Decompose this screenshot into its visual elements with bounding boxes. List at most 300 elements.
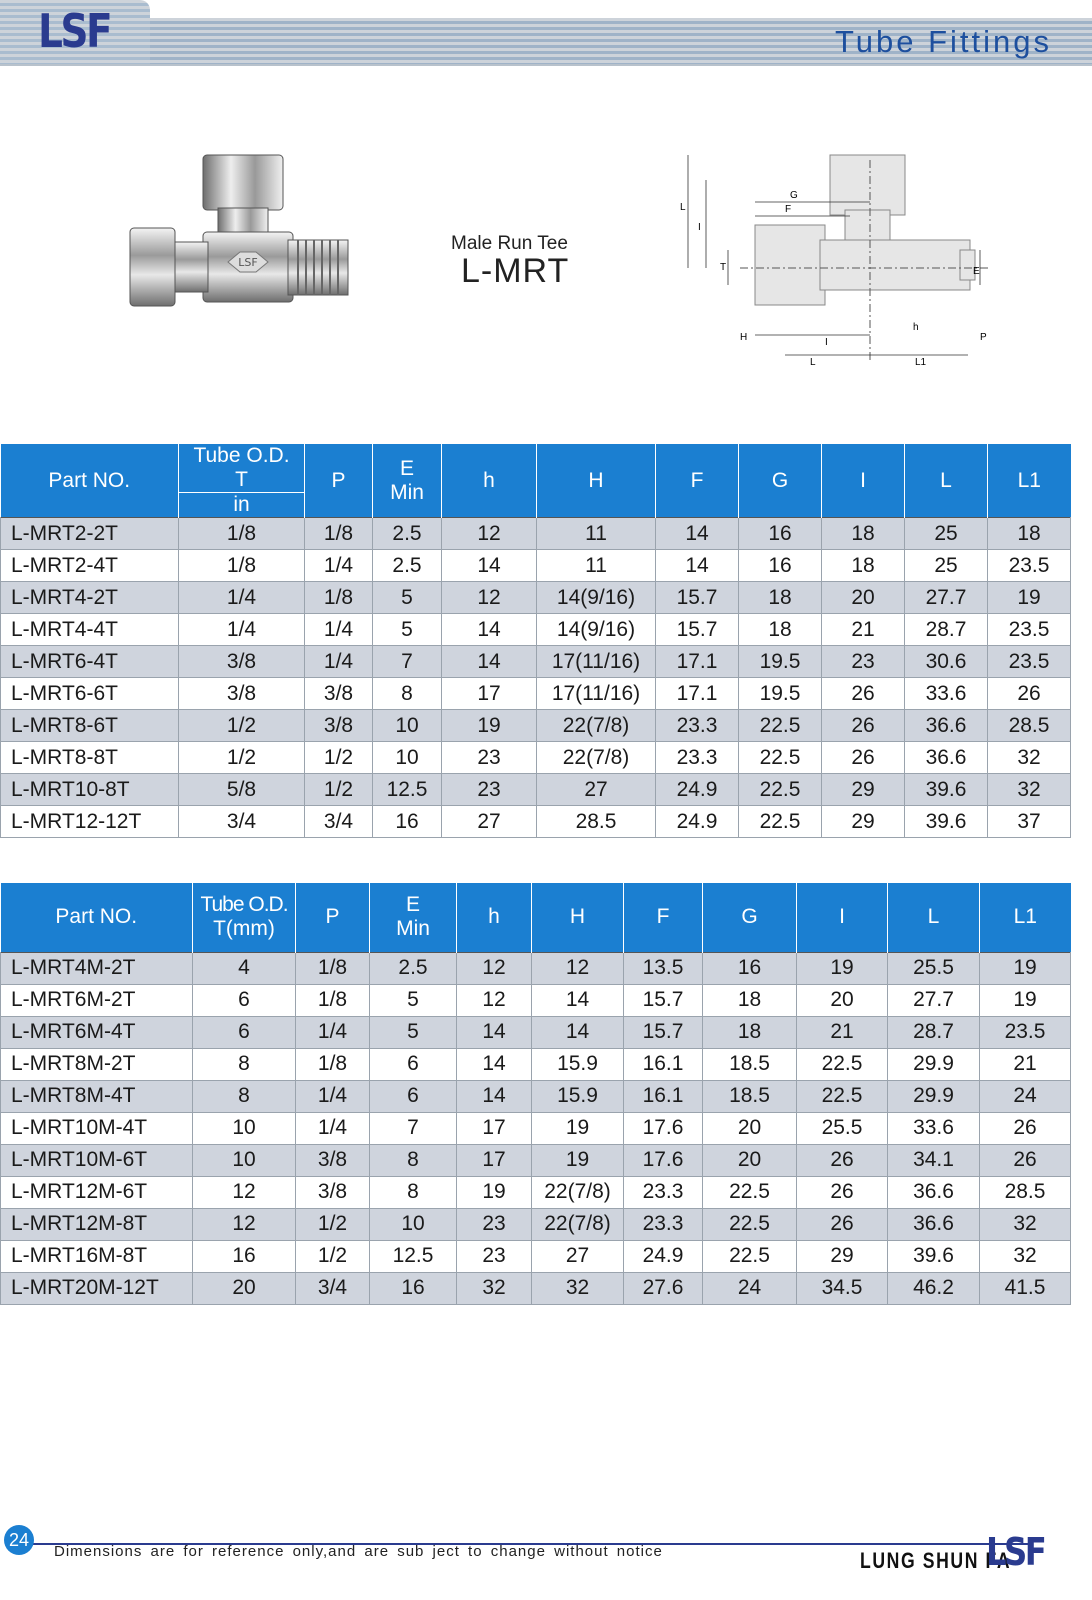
tube-od-unit: T(mm) <box>213 917 275 941</box>
table-cell: 12 <box>457 984 532 1016</box>
col-header-g: G <box>739 444 822 518</box>
table-cell: 1/4 <box>305 614 373 646</box>
part-number-cell: L-MRT12-12T <box>1 806 179 838</box>
table-cell: 32 <box>988 742 1071 774</box>
table-cell: 1/8 <box>305 518 373 550</box>
table-cell: 20 <box>703 1144 797 1176</box>
table-cell: 3/8 <box>305 710 373 742</box>
table-cell: 24 <box>980 1080 1071 1112</box>
table-cell: 23.3 <box>624 1208 703 1240</box>
col-header-h-small: h <box>457 883 532 952</box>
table-cell: 2.5 <box>373 518 442 550</box>
table-cell: 24.9 <box>656 774 739 806</box>
product-code: L-MRT <box>461 252 570 290</box>
table-cell: 26 <box>822 678 905 710</box>
part-number-cell: L-MRT4M-2T <box>1 952 193 984</box>
table-cell: 15.9 <box>532 1080 624 1112</box>
table-cell: 8 <box>373 678 442 710</box>
table-cell: 11 <box>537 518 656 550</box>
product-name: Male Run Tee <box>451 233 568 254</box>
label-P: P <box>980 332 987 343</box>
col-header-f: F <box>656 444 739 518</box>
table-cell: 3/4 <box>296 1272 370 1304</box>
table-cell: 8 <box>370 1176 457 1208</box>
table-cell: 22(7/8) <box>532 1208 624 1240</box>
part-number-cell: L-MRT6M-2T <box>1 984 193 1016</box>
table-cell: 12.5 <box>370 1240 457 1272</box>
part-number-cell: L-MRT16M-8T <box>1 1240 193 1272</box>
table-cell: 22.5 <box>739 742 822 774</box>
table-row <box>1 1016 1071 1048</box>
table-cell: 26 <box>988 678 1071 710</box>
table-cell: 23.3 <box>656 742 739 774</box>
col-header-l: L <box>905 444 988 518</box>
table-cell: 32 <box>980 1240 1071 1272</box>
col-header-part: Part NO. <box>1 883 193 952</box>
table-cell: 15.9 <box>532 1048 624 1080</box>
table-row <box>1 1144 1071 1176</box>
table-cell: 27.6 <box>624 1272 703 1304</box>
table-cell: 1/4 <box>296 1112 370 1144</box>
table-cell: 26 <box>797 1144 888 1176</box>
table-cell: 29.9 <box>888 1080 980 1112</box>
table-cell: 1/2 <box>179 710 305 742</box>
e-min-label: Min <box>390 480 424 504</box>
table-cell: 1/4 <box>179 582 305 614</box>
table-cell: 15.7 <box>624 984 703 1016</box>
table-cell: 3/4 <box>305 806 373 838</box>
table-cell: 19.5 <box>739 678 822 710</box>
table-cell: 3/8 <box>296 1144 370 1176</box>
table-cell: 16 <box>739 518 822 550</box>
table-cell: 18 <box>822 518 905 550</box>
table-row <box>1 614 1071 646</box>
table-cell: 17.1 <box>656 678 739 710</box>
table-row <box>1 678 1071 710</box>
col-header-i: I <box>822 444 905 518</box>
table-row <box>1 1176 1071 1208</box>
table-cell: 14 <box>442 550 537 582</box>
table-cell: 27.7 <box>905 582 988 614</box>
table-cell: 22.5 <box>739 710 822 742</box>
table-cell: 1/8 <box>179 518 305 550</box>
product-photo <box>128 150 358 320</box>
tube-od-unit: in <box>179 492 304 517</box>
table-cell: 23 <box>457 1208 532 1240</box>
table-cell: 23.3 <box>624 1176 703 1208</box>
col-header-l1: L1 <box>980 883 1071 952</box>
table-row <box>1 774 1071 806</box>
table-cell: 10 <box>370 1208 457 1240</box>
col-header-e <box>373 444 442 518</box>
table-cell: 1/8 <box>179 550 305 582</box>
table-cell: 21 <box>980 1048 1071 1080</box>
table-cell: 21 <box>822 614 905 646</box>
table-cell: 15.7 <box>656 614 739 646</box>
table-cell: 3/8 <box>179 678 305 710</box>
table-cell: 1/2 <box>305 774 373 806</box>
table-cell: 17 <box>457 1144 532 1176</box>
table-cell: 8 <box>370 1144 457 1176</box>
table-cell: 6 <box>370 1048 457 1080</box>
table-cell: 18 <box>988 518 1071 550</box>
table-cell: 16 <box>370 1272 457 1304</box>
table-cell: 10 <box>193 1144 296 1176</box>
part-number-cell: L-MRT8-6T <box>1 710 179 742</box>
part-number-cell: L-MRT6M-4T <box>1 1016 193 1048</box>
col-header-g: G <box>703 883 797 952</box>
table-cell: 7 <box>370 1112 457 1144</box>
table-cell: 28.5 <box>537 806 656 838</box>
label-T: T <box>720 262 727 273</box>
table-row <box>1 646 1071 678</box>
table-cell: 10 <box>373 710 442 742</box>
table-cell: 14 <box>532 984 624 1016</box>
table-cell: 22.5 <box>703 1240 797 1272</box>
table-cell: 22.5 <box>797 1048 888 1080</box>
table-cell: 17(11/16) <box>537 646 656 678</box>
table-cell: 24.9 <box>656 806 739 838</box>
label-G: G <box>790 190 798 201</box>
table-cell: 26 <box>822 742 905 774</box>
table-cell: 33.6 <box>905 678 988 710</box>
table-cell: 23 <box>822 646 905 678</box>
table-cell: 3/4 <box>179 806 305 838</box>
col-header-part: Part NO. <box>1 444 179 518</box>
table-cell: 32 <box>980 1208 1071 1240</box>
table-row <box>1 582 1071 614</box>
table-cell: 18 <box>739 614 822 646</box>
table-cell: 23 <box>442 742 537 774</box>
spec-table-mm <box>0 883 1071 1305</box>
table-cell: 41.5 <box>980 1272 1071 1304</box>
table-cell: 12 <box>457 952 532 984</box>
company-name: LUNG SHUN FA <box>860 1548 1012 1573</box>
table-cell: 39.6 <box>905 774 988 806</box>
table-cell: 6 <box>193 1016 296 1048</box>
table-cell: 22(7/8) <box>537 710 656 742</box>
table-cell: 19 <box>457 1176 532 1208</box>
table-cell: 4 <box>193 952 296 984</box>
table-cell: 19 <box>797 952 888 984</box>
table-cell: 1/8 <box>305 582 373 614</box>
table-cell: 16 <box>373 806 442 838</box>
table-cell: 5/8 <box>179 774 305 806</box>
table-cell: 5 <box>370 1016 457 1048</box>
col-header-h-large: H <box>532 883 624 952</box>
table-row <box>1 984 1071 1016</box>
table-row <box>1 1080 1071 1112</box>
part-number-cell: L-MRT12M-8T <box>1 1208 193 1240</box>
table-cell: 33.6 <box>888 1112 980 1144</box>
col-header-i: I <box>797 883 888 952</box>
footer-logo: LSF <box>986 1530 1045 1574</box>
table-cell: 36.6 <box>905 742 988 774</box>
table-cell: 1/2 <box>179 742 305 774</box>
part-number-cell: L-MRT4-4T <box>1 614 179 646</box>
table-cell: 12.5 <box>373 774 442 806</box>
table-cell: 27 <box>532 1240 624 1272</box>
table-cell: 2.5 <box>373 550 442 582</box>
table-cell: 14 <box>656 550 739 582</box>
part-number-cell: L-MRT4-2T <box>1 582 179 614</box>
table-cell: 23 <box>457 1240 532 1272</box>
page-number: 24 <box>4 1525 34 1555</box>
table-cell: 28.5 <box>980 1176 1071 1208</box>
part-number-cell: L-MRT8M-4T <box>1 1080 193 1112</box>
table-cell: 17.6 <box>624 1112 703 1144</box>
table-cell: 1/4 <box>296 1016 370 1048</box>
table-cell: 11 <box>537 550 656 582</box>
table-cell: 14 <box>442 646 537 678</box>
table-cell: 1/8 <box>296 1048 370 1080</box>
table-cell: 18 <box>822 550 905 582</box>
table-cell: 27.7 <box>888 984 980 1016</box>
table-cell: 16 <box>193 1240 296 1272</box>
table-cell: 34.1 <box>888 1144 980 1176</box>
part-number-cell: L-MRT6-4T <box>1 646 179 678</box>
part-number-cell: L-MRT10M-4T <box>1 1112 193 1144</box>
table-cell: 6 <box>370 1080 457 1112</box>
table-row <box>1 1048 1071 1080</box>
table-cell: 12 <box>442 518 537 550</box>
table-row <box>1 1112 1071 1144</box>
table-cell: 1/2 <box>296 1240 370 1272</box>
e-label: E <box>399 456 414 480</box>
table-cell: 16.1 <box>624 1048 703 1080</box>
table-cell: 30.6 <box>905 646 988 678</box>
table-row <box>1 550 1071 582</box>
part-number-cell: L-MRT10-8T <box>1 774 179 806</box>
label-h: h <box>913 322 919 333</box>
table-cell: 12 <box>193 1176 296 1208</box>
table-cell: 15.7 <box>656 582 739 614</box>
part-number-cell: L-MRT2-4T <box>1 550 179 582</box>
col-header-h-small: h <box>442 444 537 518</box>
table-cell: 17(11/16) <box>537 678 656 710</box>
part-number-cell: L-MRT10M-6T <box>1 1144 193 1176</box>
col-header-tube-od <box>179 444 305 518</box>
table-cell: 29.9 <box>888 1048 980 1080</box>
table-cell: 18.5 <box>703 1080 797 1112</box>
table-cell: 32 <box>988 774 1071 806</box>
table-cell: 22.5 <box>739 774 822 806</box>
table-cell: 13.5 <box>624 952 703 984</box>
table-cell: 20 <box>193 1272 296 1304</box>
table-cell: 24 <box>703 1272 797 1304</box>
col-header-p: P <box>296 883 370 952</box>
table-row <box>1 518 1071 550</box>
table-cell: 17 <box>457 1112 532 1144</box>
label-I-bottom: I <box>825 337 828 348</box>
label-F: F <box>785 204 792 215</box>
col-header-l: L <box>888 883 980 952</box>
table-cell: 46.2 <box>888 1272 980 1304</box>
table-cell: 19 <box>980 952 1071 984</box>
table-cell: 14 <box>656 518 739 550</box>
svg-text:LSF: LSF <box>238 256 258 269</box>
col-header-l1: L1 <box>988 444 1071 518</box>
table-cell: 28.5 <box>988 710 1071 742</box>
table-cell: 5 <box>373 582 442 614</box>
table-cell: 19 <box>532 1144 624 1176</box>
spec-table-inch-body <box>1 518 1071 838</box>
table-cell: 1/2 <box>305 742 373 774</box>
table-cell: 1/4 <box>179 614 305 646</box>
table-cell: 14 <box>457 1048 532 1080</box>
table-cell: 22(7/8) <box>537 742 656 774</box>
part-number-cell: L-MRT8M-2T <box>1 1048 193 1080</box>
table-cell: 32 <box>457 1272 532 1304</box>
tube-od-t: T <box>235 468 248 491</box>
table-cell: 14 <box>457 1080 532 1112</box>
section-title: Tube Fittings <box>834 24 1052 59</box>
part-number-cell: L-MRT20M-12T <box>1 1272 193 1304</box>
part-number-cell: L-MRT6-6T <box>1 678 179 710</box>
table-cell: 3/8 <box>179 646 305 678</box>
part-number-cell: L-MRT2-2T <box>1 518 179 550</box>
table-row <box>1 742 1071 774</box>
table-row <box>1 952 1071 984</box>
table-cell: 29 <box>797 1240 888 1272</box>
table-cell: 17.6 <box>624 1144 703 1176</box>
table-cell: 19 <box>532 1112 624 1144</box>
table-cell: 18.5 <box>703 1048 797 1080</box>
col-header-f: F <box>624 883 703 952</box>
table-cell: 22(7/8) <box>532 1176 624 1208</box>
table-cell: 23.5 <box>988 550 1071 582</box>
table-cell: 25.5 <box>797 1112 888 1144</box>
table-cell: 1/8 <box>296 984 370 1016</box>
table-cell: 21 <box>797 1016 888 1048</box>
label-L: L <box>680 202 686 213</box>
part-number-cell: L-MRT12M-6T <box>1 1176 193 1208</box>
table-row <box>1 1240 1071 1272</box>
label-H: H <box>740 332 748 343</box>
col-header-p: P <box>305 444 373 518</box>
table-cell: 23.5 <box>988 614 1071 646</box>
table-cell: 20 <box>703 1112 797 1144</box>
table-cell: 14 <box>457 1016 532 1048</box>
table-cell: 19.5 <box>739 646 822 678</box>
table-row <box>1 806 1071 838</box>
table-cell: 8 <box>193 1048 296 1080</box>
table-cell: 2.5 <box>370 952 457 984</box>
table-cell: 18 <box>739 582 822 614</box>
part-number-cell: L-MRT8-8T <box>1 742 179 774</box>
table-cell: 1/4 <box>296 1080 370 1112</box>
table-cell: 18 <box>703 984 797 1016</box>
table-row <box>1 710 1071 742</box>
e-min-label: Min <box>396 917 430 941</box>
table-cell: 12 <box>442 582 537 614</box>
table-cell: 1/2 <box>296 1208 370 1240</box>
table-row <box>1 1272 1071 1304</box>
page-header <box>0 0 1092 66</box>
table-cell: 20 <box>822 582 905 614</box>
table-cell: 10 <box>193 1112 296 1144</box>
table-cell: 23.5 <box>980 1016 1071 1048</box>
table-cell: 36.6 <box>905 710 988 742</box>
table-cell: 7 <box>373 646 442 678</box>
table-cell: 3/8 <box>305 678 373 710</box>
table-cell: 26 <box>797 1208 888 1240</box>
table-cell: 14(9/16) <box>537 582 656 614</box>
table-cell: 22.5 <box>797 1080 888 1112</box>
table-cell: 5 <box>373 614 442 646</box>
table-cell: 22.5 <box>739 806 822 838</box>
table-cell: 17.1 <box>656 646 739 678</box>
table-row <box>1 1208 1071 1240</box>
table-cell: 32 <box>532 1272 624 1304</box>
footer-note: Dimensions are for reference only,and are sub ject to change without notice <box>54 1543 663 1560</box>
table-cell: 23.5 <box>988 646 1071 678</box>
table-cell: 23.3 <box>656 710 739 742</box>
table-cell: 28.7 <box>888 1016 980 1048</box>
label-I: I <box>698 222 701 233</box>
col-header-tube-od <box>193 883 296 952</box>
table-cell: 19 <box>442 710 537 742</box>
table-cell: 36.6 <box>888 1208 980 1240</box>
table-cell: 17 <box>442 678 537 710</box>
table-cell: 26 <box>980 1144 1071 1176</box>
table-cell: 27 <box>537 774 656 806</box>
technical-drawing <box>670 150 1000 375</box>
table-cell: 5 <box>370 984 457 1016</box>
table-cell: 14(9/16) <box>537 614 656 646</box>
table-cell: 26 <box>822 710 905 742</box>
table-cell: 26 <box>980 1112 1071 1144</box>
table-cell: 23 <box>442 774 537 806</box>
table-cell: 22.5 <box>703 1176 797 1208</box>
table-cell: 16.1 <box>624 1080 703 1112</box>
tube-od-label: Tube O.D. <box>193 444 290 467</box>
table-cell: 34.5 <box>797 1272 888 1304</box>
label-E: E <box>973 266 980 277</box>
table-cell: 26 <box>797 1176 888 1208</box>
table-cell: 24.9 <box>624 1240 703 1272</box>
table-cell: 37 <box>988 806 1071 838</box>
table-cell: 27 <box>442 806 537 838</box>
table-cell: 19 <box>980 984 1071 1016</box>
table-cell: 12 <box>193 1208 296 1240</box>
brand-logo: LSF <box>38 4 111 58</box>
table-cell: 36.6 <box>888 1176 980 1208</box>
table-cell: 25.5 <box>888 952 980 984</box>
table-cell: 18 <box>703 1016 797 1048</box>
table-cell: 19 <box>988 582 1071 614</box>
table-cell: 8 <box>193 1080 296 1112</box>
spec-table-inch <box>0 444 1071 838</box>
col-header-e <box>370 883 457 952</box>
table-cell: 3/8 <box>296 1176 370 1208</box>
col-header-h-large: H <box>537 444 656 518</box>
table-cell: 1/8 <box>296 952 370 984</box>
e-label: E <box>405 893 420 917</box>
table-cell: 6 <box>193 984 296 1016</box>
label-L1: L1 <box>915 357 927 368</box>
table-cell: 14 <box>532 1016 624 1048</box>
table-cell: 14 <box>442 614 537 646</box>
table-cell: 25 <box>905 550 988 582</box>
table-cell: 16 <box>703 952 797 984</box>
table-cell: 29 <box>822 774 905 806</box>
table-cell: 39.6 <box>905 806 988 838</box>
table-cell: 12 <box>532 952 624 984</box>
table-cell: 15.7 <box>624 1016 703 1048</box>
table-cell: 29 <box>822 806 905 838</box>
table-cell: 10 <box>373 742 442 774</box>
